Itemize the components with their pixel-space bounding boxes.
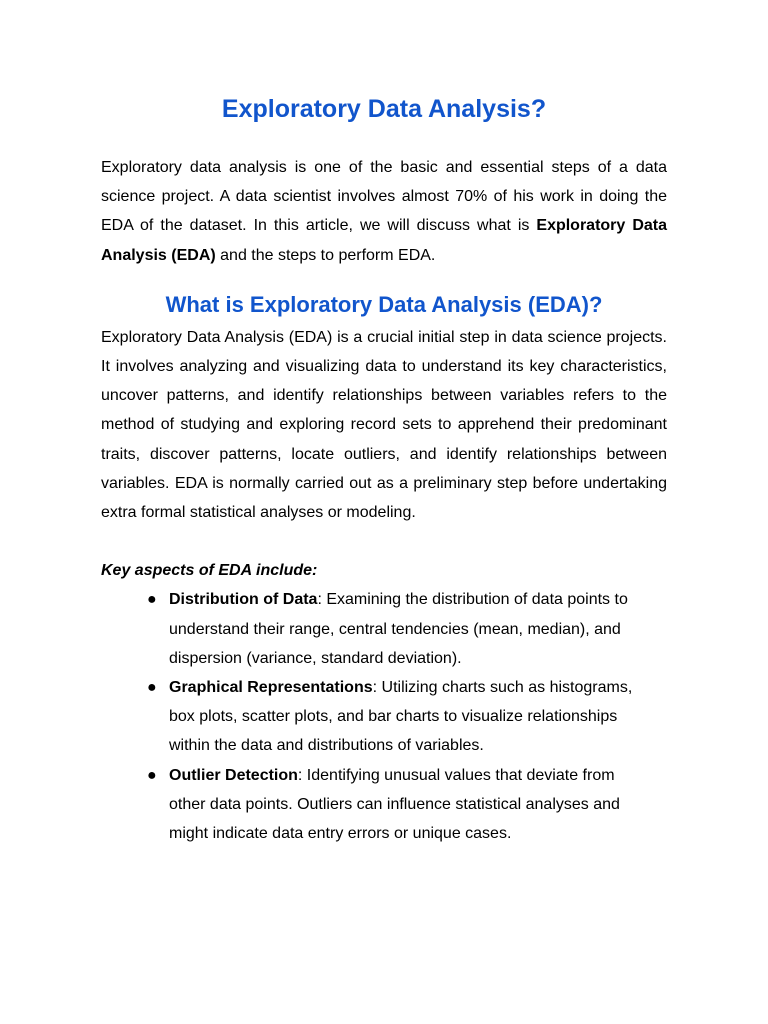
list-item-desc: : Utilizing charts such as histograms, box plots, scatter plots, and bar charts to visualize relationships within the data and distributions of variables. [169, 679, 633, 755]
list-item-term: Graphical Representations [169, 679, 373, 697]
list-item-term: Distribution of Data [169, 591, 318, 609]
spacer [101, 527, 667, 556]
key-aspects-list [101, 585, 667, 848]
section-paragraph: Exploratory Data Analysis (EDA) is a crucial initial step in data science projects. It involves analyzing and visualizing data to understand its key characteristics, uncover patterns, and identify relationships between variables refers to the method of studying and exploring record sets to apprehend their predominant traits, discover patterns, locate outliers, and identify relationships between variables. EDA is normally carried out as a preliminary step before undertaking extra formal statistical analyses or modeling. [101, 328, 667, 522]
bullet-icon: ● [147, 591, 157, 609]
intro-text-before: Exploratory data analysis is one of the basic and essential steps of a data science project. A data scientist involves almost 70% of his work in doing the EDA of the dataset. In this article, we will discuss what is [101, 159, 667, 235]
spacer [101, 128, 667, 153]
list-item-text [169, 761, 639, 849]
list-item [101, 673, 667, 761]
document-title: Exploratory Data Analysis? [221, 95, 547, 123]
list-item-desc: : Identifying unusual values that deviate from other data points. Outliers can influence statistical analyses and might indicate data entry errors or unique cases. [169, 766, 620, 843]
intro-text-after: and the steps to perform EDA. [215, 246, 436, 264]
intro-paragraph [101, 153, 667, 270]
list-item-text [169, 585, 639, 673]
list-item [101, 761, 667, 849]
document-content [101, 90, 667, 848]
list-item-text [169, 673, 639, 761]
list-item-desc: : Examining the distribution of data points to understand their range, central tendencies (mean, median), and dispersion (variance, standard deviation). [169, 591, 628, 667]
section-heading: What is Exploratory Data Analysis (EDA)? [165, 291, 603, 317]
intro-bold-term: Exploratory Data Analysis (EDA) [101, 217, 667, 264]
spacer [101, 270, 667, 289]
bullet-icon: ● [147, 679, 157, 697]
list-item [101, 585, 667, 673]
list-item-term: Outlier Detection [169, 766, 298, 784]
key-aspects-heading: Key aspects of EDA include: [101, 562, 318, 580]
bullet-icon: ● [147, 766, 157, 784]
